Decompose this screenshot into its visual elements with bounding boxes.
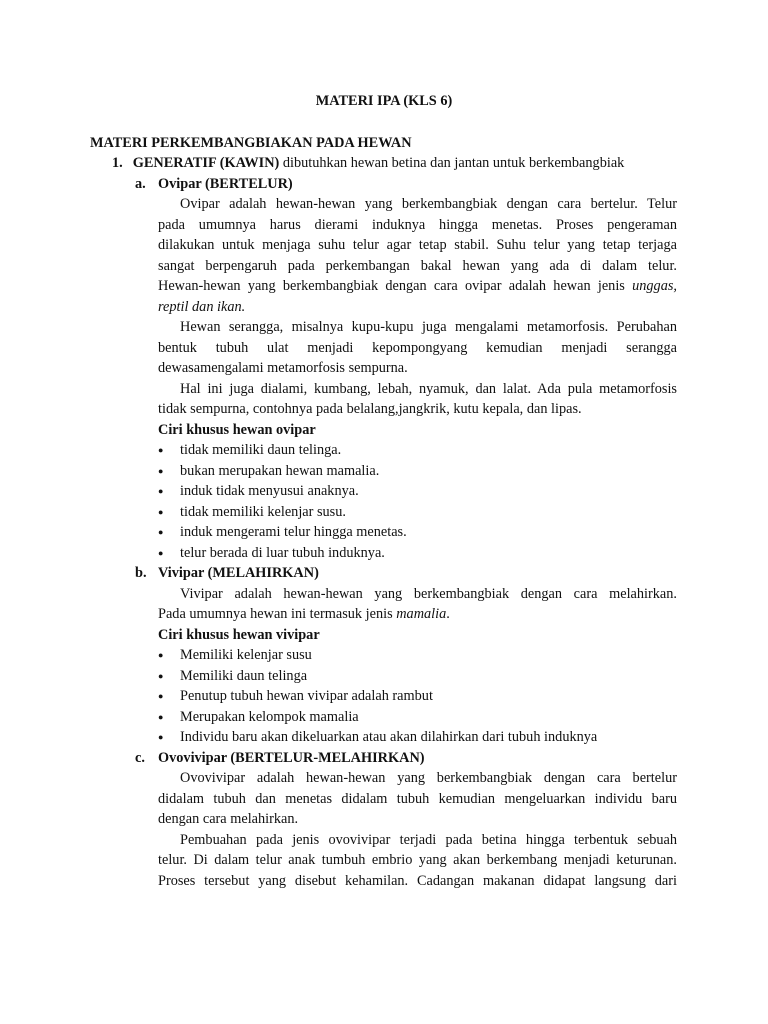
paragraph-line: Hewan serangga, misalnya kupu-kupu juga mengalami metamorfosis. Perubahan: [180, 319, 677, 335]
page-title: MATERI IPA (KLS 6): [315, 93, 453, 109]
bullet-icon: ●: [158, 548, 164, 558]
list-item-text: Merupakan kelompok mamalia: [180, 709, 359, 725]
list-item-text: Penutup tubuh hewan vivipar adalah rambut: [180, 688, 433, 704]
bullet-icon: ●: [158, 712, 164, 722]
list-item-text: telur berada di luar tubuh induknya.: [180, 545, 385, 561]
item-label: GENERATIF (KAWIN): [132, 155, 280, 171]
ciri-heading-vivipar: Ciri khusus hewan vivipar: [158, 627, 320, 643]
italic-term: mamalia: [396, 606, 447, 622]
bullet-icon: ●: [158, 466, 164, 476]
list-item-text: tidak memiliki kelenjar susu.: [180, 504, 346, 520]
paragraph-line: Vivipar adalah hewan-hewan yang berkembangbiak dengan cara melahirkan.: [180, 586, 677, 602]
paragraph-line: bentuk tubuh ulat menjadi kepompongyang kemudian menjadi serangga: [158, 340, 677, 356]
paragraph-line: Ovipar adalah hewan-hewan yang berkembangbiak dengan cara bertelur. Telur: [180, 196, 677, 212]
list-item-text: Memiliki kelenjar susu: [180, 647, 312, 663]
paragraph-line: Pembuahan pada jenis ovovivipar terjadi pada betina hingga terbentuk sebuah: [180, 832, 677, 848]
paragraph-line: [158, 605, 450, 623]
list-item-text: induk tidak menyusui anaknya.: [180, 483, 359, 499]
paragraph-line: telur. Di dalam telur anak tumbuh embrio yang akan berkembang menjadi keturunan.: [158, 852, 677, 868]
bullet-icon: ●: [158, 650, 164, 660]
paragraph-line: Proses tersebut yang disebut kehamilan. Cadangan makanan didapat langsung dari: [158, 873, 677, 889]
list-item-text: tidak memiliki daun telinga.: [180, 442, 342, 458]
italic-term: reptil dan ikan.: [158, 299, 246, 315]
paragraph-line: dewasamengalami metamorfosis sempurna.: [158, 360, 408, 376]
subheading-ovipar: Ovipar (BERTELUR): [158, 176, 293, 192]
paragraph-line: dengan cara melahirkan.: [158, 811, 299, 827]
italic-term: unggas,: [632, 278, 677, 294]
list-item-generatif: [112, 154, 624, 172]
list-item-text: induk mengerami telur hingga menetas.: [180, 524, 407, 540]
paragraph-line: [158, 277, 677, 295]
bullet-icon: ●: [158, 507, 164, 517]
paragraph-line: Hal ini juga dialami, kumbang, lebah, nyamuk, dan lalat. Ada pula metamorfosis: [180, 381, 677, 397]
bullet-icon: ●: [158, 486, 164, 496]
list-item-text: bukan merupakan hewan mamalia.: [180, 463, 380, 479]
text-span: Pada umumnya hewan ini termasuk jenis: [158, 606, 397, 622]
section-heading: MATERI PERKEMBANGBIAKAN PADA HEWAN: [90, 135, 412, 151]
subheading-ovovivipar: Ovovivipar (BERTELUR-MELAHIRKAN): [158, 750, 425, 766]
subitem-letter-c: c.: [135, 750, 145, 766]
text-span: Hewan-hewan yang berkembangbiak dengan cara ovipar adalah hewan jenis: [158, 278, 625, 294]
text-span: .: [446, 606, 450, 622]
paragraph-line: sangat berpengaruh pada perkembangan bakal hewan yang ada di dalam telur.: [158, 258, 677, 274]
item-description: dibutuhkan hewan betina dan jantan untuk berkembangbiak: [279, 155, 625, 171]
bullet-icon: ●: [158, 671, 164, 681]
item-number: 1.: [112, 155, 123, 171]
subheading-vivipar: Vivipar (MELAHIRKAN): [158, 565, 319, 581]
paragraph-line: Ovovivipar adalah hewan-hewan yang berkembangbiak dengan cara bertelur: [180, 770, 677, 786]
subitem-letter-b: b.: [135, 565, 147, 581]
bullet-icon: ●: [158, 732, 164, 742]
paragraph-line: tidak sempurna, contohnya pada belalang,jangkrik, kutu kepala, dan lipas.: [158, 401, 582, 417]
subitem-letter-a: a.: [135, 176, 146, 192]
paragraph-line: dilakukan untuk menjaga suhu telur agar tetap stabil. Suhu telur yang tetap terjaga: [158, 237, 677, 253]
list-item-text: Individu baru akan dikeluarkan atau akan dilahirkan dari tubuh induknya: [180, 729, 598, 745]
bullet-icon: ●: [158, 445, 164, 455]
paragraph-line: didalam tubuh dan menetas didalam tubuh kemudian mengeluarkan individu baru: [158, 791, 677, 807]
paragraph-line: pada umumnya harus dierami induknya hingga menetas. Proses pengeraman: [158, 217, 677, 233]
list-item-text: Memiliki daun telinga: [180, 668, 308, 684]
bullet-icon: ●: [158, 527, 164, 537]
bullet-icon: ●: [158, 691, 164, 701]
ciri-heading-ovipar: Ciri khusus hewan ovipar: [158, 422, 316, 438]
